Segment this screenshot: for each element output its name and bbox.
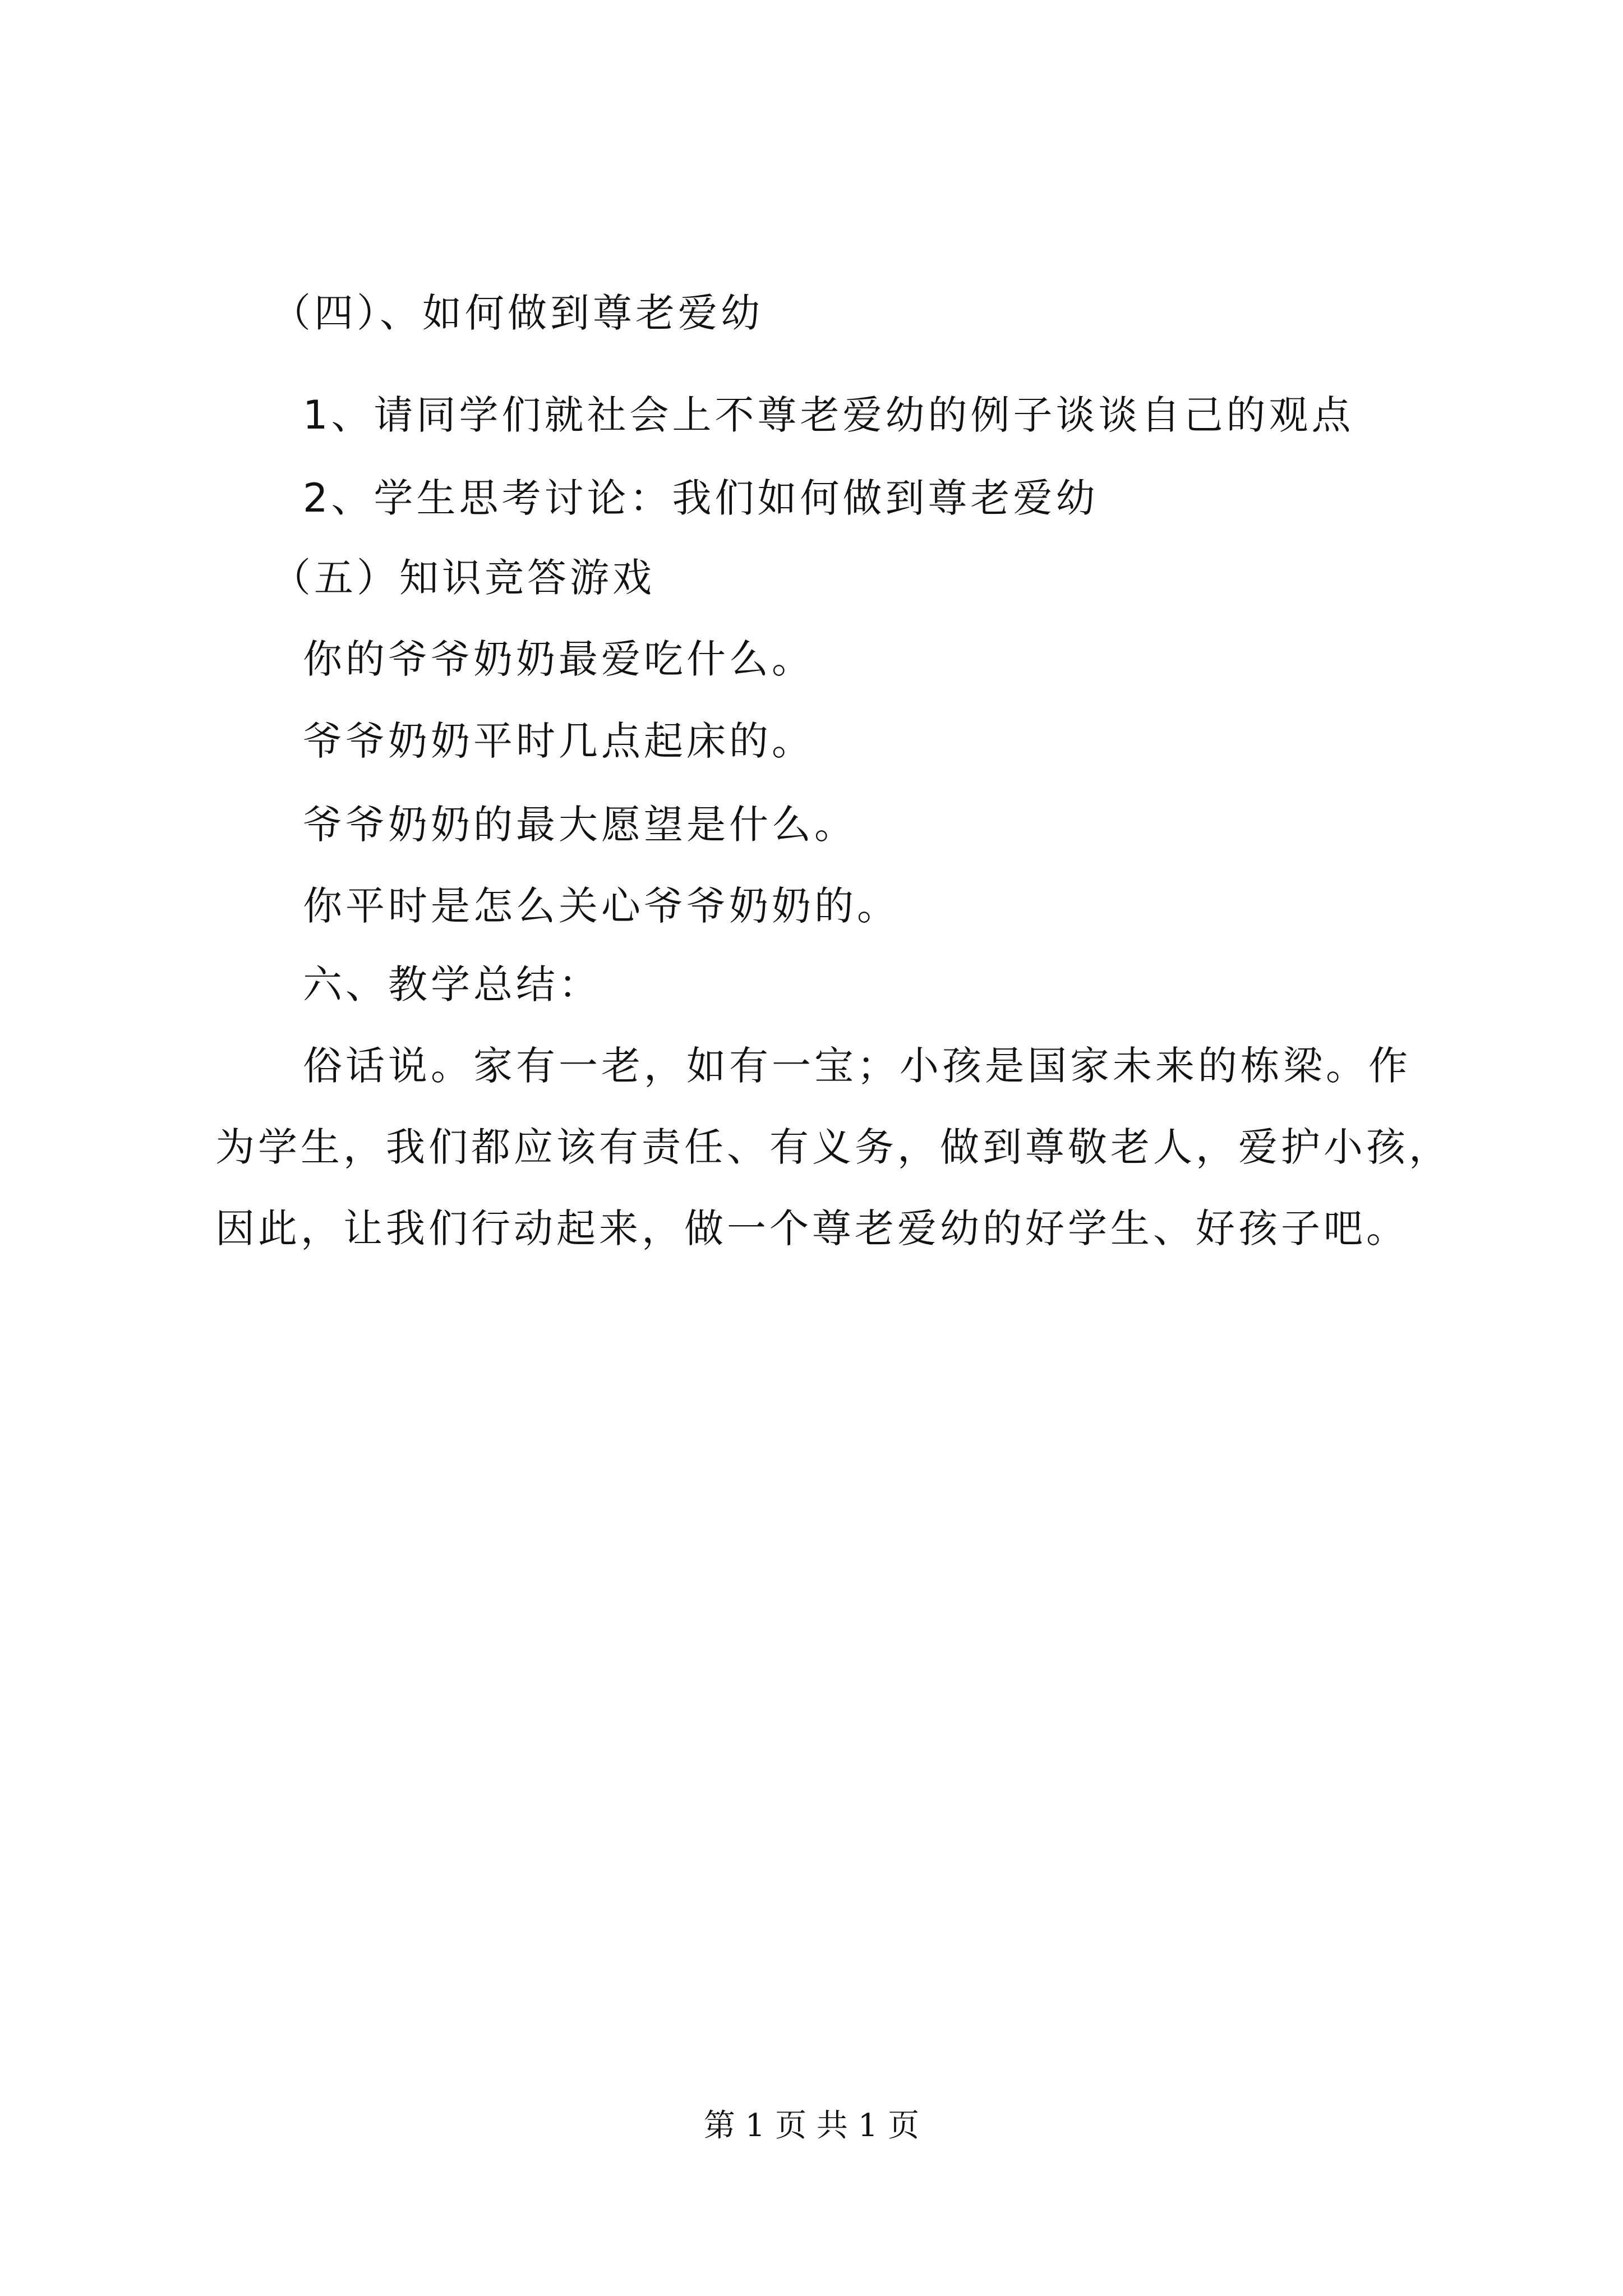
summary-paragraph-line-2: 为学生，我们都应该有责任、有义务，做到尊敬老人，爱护小孩， xyxy=(215,1124,1451,1170)
section-heading-five: （五）知识竞答游戏 xyxy=(271,555,655,601)
section-heading-six: 六、教学总结： xyxy=(303,961,601,1007)
quiz-question-three: 爷爷奶奶的最大愿望是什么。 xyxy=(303,802,857,848)
list-item-one: 1、请同学们就社会上不尊老爱幼的例子谈谈自己的观点 xyxy=(303,392,1354,438)
summary-paragraph-line-3: 因此，让我们行动起来，做一个尊老爱幼的好学生、好孩子吧。 xyxy=(215,1205,1409,1251)
summary-paragraph-line-1: 俗话说。家有一老，如有一宝；小孩是国家未来的栋梁。作 xyxy=(303,1043,1411,1089)
quiz-question-one: 你的爷爷奶奶最爱吃什么。 xyxy=(303,636,814,682)
list-item-two: 2、学生思考讨论：我们如何做到尊老爱幼 xyxy=(303,475,1099,521)
section-heading-four: （四）、如何做到尊老爱幼 xyxy=(271,290,763,336)
page-footer: 第 1 页 共 1 页 xyxy=(703,2108,920,2144)
quiz-question-four: 你平时是怎么关心爷爷奶奶的。 xyxy=(303,883,900,929)
quiz-question-two: 爷爷奶奶平时几点起床的。 xyxy=(303,718,814,764)
